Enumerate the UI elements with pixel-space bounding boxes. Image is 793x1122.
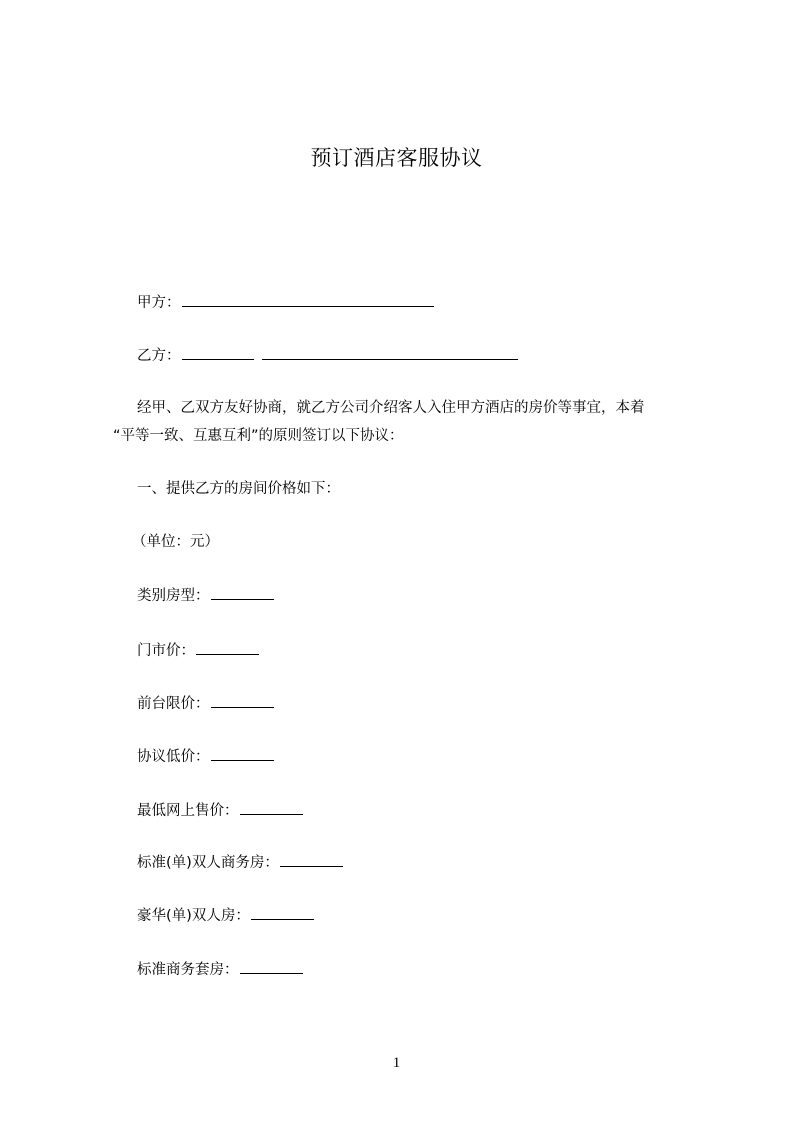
field-blank[interactable] — [240, 958, 303, 974]
field-label: 标准商务套房： — [137, 962, 239, 978]
field-front-desk-limit — [137, 692, 274, 714]
unit-note: （单位：元） — [132, 534, 219, 550]
field-label: 前台限价： — [137, 696, 210, 712]
field-label: 标准(单)双人商务房： — [137, 855, 279, 871]
document-title: 预订酒店客服协议 — [310, 146, 483, 170]
field-blank[interactable] — [196, 639, 259, 655]
page-number: 1 — [392, 1055, 401, 1071]
field-label: 类别房型： — [137, 588, 210, 604]
section1-heading: 一、提供乙方的房间价格如下： — [137, 481, 340, 497]
party-b-blank-long[interactable] — [262, 344, 518, 360]
field-standard-business-suite — [137, 958, 303, 980]
field-blank[interactable] — [280, 851, 343, 867]
party-b-line — [137, 344, 518, 366]
party-b-label: 乙方： — [137, 348, 181, 364]
intro-paragraph — [113, 394, 693, 450]
field-room-category — [137, 584, 274, 606]
field-blank[interactable] — [240, 799, 303, 815]
party-a-line — [137, 291, 434, 313]
field-agreement-price — [137, 745, 274, 767]
intro-line-2: “平等一致、互惠互利”的原则签订以下协议： — [113, 428, 404, 444]
intro-line-1: 经甲、乙双方友好协商，就乙方公司介绍客人入住甲方酒店的房价等事宜，本着 — [137, 400, 645, 416]
field-rack-rate — [137, 639, 259, 661]
field-standard-business-room — [137, 851, 343, 873]
field-deluxe-room — [137, 904, 314, 926]
field-label: 豪华(单)双人房： — [137, 908, 250, 924]
party-a-blank[interactable] — [182, 291, 434, 307]
party-a-label: 甲方： — [137, 295, 181, 311]
field-label: 最低网上售价： — [137, 803, 239, 819]
field-blank[interactable] — [211, 745, 274, 761]
field-label: 协议低价： — [137, 749, 210, 765]
field-label: 门市价： — [137, 643, 195, 659]
field-lowest-online-price — [137, 799, 303, 821]
field-blank[interactable] — [211, 584, 274, 600]
field-blank[interactable] — [251, 904, 314, 920]
party-b-blank-short[interactable] — [182, 344, 254, 360]
field-blank[interactable] — [211, 692, 274, 708]
